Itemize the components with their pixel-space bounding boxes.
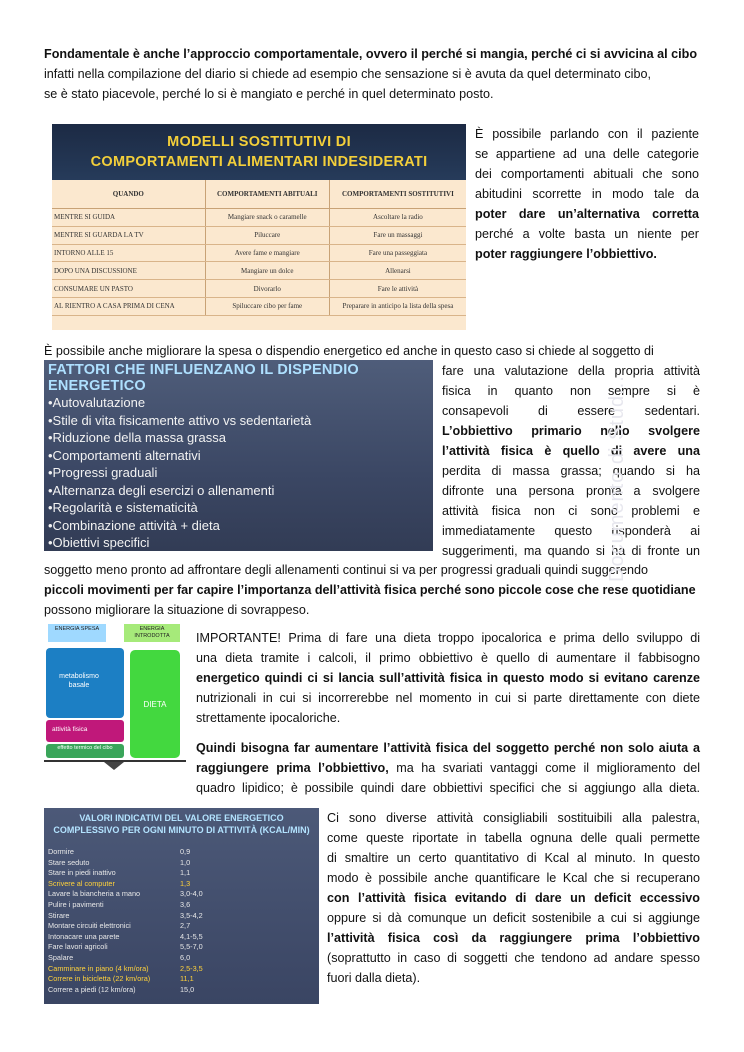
kcal-row — [48, 890, 248, 899]
kcal-row — [48, 986, 248, 995]
dieta-block — [130, 650, 180, 758]
kcal-activity: Scrivere al computer — [48, 878, 115, 888]
kcal-value: 1,3 — [180, 878, 191, 888]
kcal-activity: Correre a piedi (12 km/ora) — [48, 984, 136, 994]
substitution-table — [52, 180, 466, 316]
table-cell: Fare un massaggi — [329, 226, 466, 244]
text-line: di smaltire un certo quantitativo di Kcal al minuto. In questo — [327, 851, 700, 865]
kcal-activity: Montare circuiti elettronici — [48, 921, 131, 931]
text-line: Quindi bisogna far aumentare l’attività fisica del soggetto perché non solo aiuta a — [196, 741, 700, 755]
kcal-row — [48, 965, 248, 974]
energy-balance-diagram — [44, 622, 186, 770]
text-line: fuori dalla dieta). — [327, 971, 421, 985]
table-cell: AL RIENTRO A CASA PRIMA DI CENA — [52, 297, 205, 315]
metabolismo-basale-block — [46, 648, 124, 718]
effetto-termico-label: effetto termico del cibo — [57, 745, 113, 751]
intro-line-3: se è stato piacevole, perché lo si è mangiato e perché in quel determinato posto. — [44, 87, 494, 101]
text-line: se appartiene ad una delle categorie — [475, 147, 699, 161]
kcal-activity: Fare lavori agricoli — [48, 942, 108, 952]
text-line: energetico quindi ci si lancia sull’attività fisica in questo modo si evitano carenze — [196, 671, 700, 685]
kcal-row — [48, 880, 248, 889]
table-cell: Fare una passeggiata — [329, 244, 466, 262]
table-header: QUANDO — [52, 180, 205, 209]
kcal-activity: Camminare in piano (4 km/ora) — [48, 963, 149, 973]
kcal-row — [48, 859, 248, 868]
kcal-activity: Intonacare una parete — [48, 931, 120, 941]
dieta-label: DIETA — [143, 700, 167, 709]
text-line: quadro lipidico; è possibile quindi dare obbiettivi specifici che si aggiungo alla dieta. — [196, 781, 700, 795]
text-line: IMPORTANTE! Prima di fare una dieta troppo ipocalorica e prima dello sviluppo di — [196, 631, 700, 645]
text-line: possono migliorare la situazione di sovrappeso. — [44, 603, 310, 617]
table-cell: Mangiare un dolce — [205, 262, 329, 280]
kcal-row — [48, 922, 248, 931]
text-line: perdita di massa grassa; quando si ha — [442, 464, 700, 478]
text-line: nutrizionali in cui si incorrerebbe nel momento in cui si parte direttamente con diete — [196, 691, 700, 705]
table-header: COMPORTAMENTI ABITUALI — [205, 180, 329, 209]
kcal-activity: Correre in bicicletta (22 km/ora) — [48, 974, 151, 984]
text-line: perché a volte basta un niente per — [475, 227, 699, 241]
table-row — [52, 280, 466, 298]
kcal-slide-title-1: VALORI INDICATIVI DEL VALORE ENERGETICO — [79, 813, 284, 823]
table-cell: Fare le attività — [329, 280, 466, 298]
kcal-activity: Spalare — [48, 953, 74, 962]
kcal-value: 0,9 — [180, 847, 191, 856]
table-row — [52, 209, 466, 227]
kcal-activity: Stirare — [48, 910, 70, 920]
kcal-value: 3,6 — [180, 900, 191, 909]
table-cell: Spiluccare cibo per fame — [205, 297, 329, 315]
text-line: È possibile parlando con il paziente — [475, 127, 699, 141]
kcal-value: 11,1 — [180, 974, 194, 984]
list-item: •Comportamenti alternativi — [48, 447, 201, 463]
intro-line-1: Fondamentale è anche l’approccio comportamentale, ovvero il perché si mangia, perché ci si avvicina al cibo — [44, 47, 698, 61]
text-line — [196, 758, 700, 778]
intro-paragraph — [44, 44, 704, 104]
list-item: •Stile di vita fisicamente attivo vs sedentarietà — [48, 412, 312, 428]
gradual-progress-paragraph — [44, 560, 704, 620]
table-slide-title-1: MODELLI SOSTITUTIVI DI — [167, 134, 351, 150]
text-line: modo è possibile anche quantificare le Kcal che si recuperano — [327, 871, 700, 885]
text-line: dei comportamenti abituali che sono — [475, 167, 699, 181]
list-item: •Riduzione della massa grassa — [48, 430, 226, 445]
table-cell: MENTRE SI GUARDA LA TV — [52, 226, 205, 244]
kcal-row — [48, 933, 248, 942]
table-row — [52, 297, 466, 315]
text-line: difronte una persona pronta a svolgere — [442, 484, 700, 498]
kcal-value: 1,0 — [180, 857, 191, 867]
kcal-slide-title-2: COMPLESSIVO PER OGNI MINUTO DI ATTIVITÀ (KCAL/MIN) — [53, 825, 310, 835]
kcal-value: 4,1-5,5 — [180, 931, 203, 941]
table-row — [52, 244, 466, 262]
text-line: abitudini scorrette in modo tale da — [475, 187, 699, 201]
kcal-activity: Pulire i pavimenti — [48, 900, 104, 909]
text-line: poter dare un’alternativa corretta — [475, 207, 699, 221]
table-cell: Preparare in anticipo la lista della spesa — [329, 297, 466, 315]
table-header: COMPORTAMENTI SOSTITUTIVI — [329, 180, 466, 209]
text-line: l’attività fisica è quello di avere una — [442, 444, 700, 458]
balance-fulcrum — [104, 762, 124, 770]
table-cell: CONSUMARE UN PASTO — [52, 280, 205, 298]
list-item: •Alternanza degli esercizi o allenamenti — [48, 482, 275, 498]
table-cell: Divorarlo — [205, 280, 329, 298]
table-cell: INTORNO ALLE 15 — [52, 244, 205, 262]
activity-paragraph — [442, 361, 700, 561]
table-cell: Piluccare — [205, 226, 329, 244]
metabolismo-basale-label: metabolismo basale — [59, 673, 99, 689]
text-line: suggerimenti, ma quando si ha di fronte un — [442, 544, 700, 558]
kcal-activity: Stare in piedi inattivo — [48, 868, 116, 878]
kcal-value: 15,0 — [180, 984, 195, 994]
kcal-value: 3,5-4,2 — [180, 910, 203, 920]
substitution-behaviors-table-image — [52, 124, 466, 330]
table-cell: Ascoltare la radio — [329, 209, 466, 227]
table-cell: MENTRE SI GUIDA — [52, 209, 205, 227]
text-line: con l’attività fisica evitando di dare un deficit eccessivo — [327, 891, 700, 905]
text-line: consapevoli di essere sedentari. — [442, 404, 700, 418]
kcal-value: 5,5-7,0 — [180, 942, 203, 952]
text-line: poter raggiungere l’obbiettivo. — [475, 247, 657, 261]
energia-spesa-label: ENERGIA SPESA — [48, 624, 106, 642]
kcal-value: 2,5-3,5 — [180, 963, 203, 973]
text-fragment: ma ha svariati vantaggi come il miglioramento del — [388, 761, 700, 775]
kcal-activity: Stare seduto — [48, 857, 90, 867]
energy-factors-slide-image — [44, 360, 433, 551]
table-slide-title-2: COMPORTAMENTI ALIMENTARI INDESIDERATI — [90, 154, 428, 170]
kcal-row — [48, 901, 248, 910]
list-item: •Combinazione attività + dieta — [48, 517, 220, 533]
list-item: •Regolarità e sistematicità — [48, 500, 198, 515]
attivita-fisica-label: attività fisica — [52, 726, 88, 733]
table-slide-header — [52, 124, 466, 180]
text-line: fare una valutazione della propria attività — [442, 364, 700, 378]
table-cell: Avere fame e mangiare — [205, 244, 329, 262]
table-row — [52, 226, 466, 244]
energy-expenditure-line — [44, 341, 704, 361]
list-item: •Progressi graduali — [48, 465, 158, 480]
kcal-row — [48, 943, 248, 952]
kcal-value: 6,0 — [180, 953, 191, 962]
kcal-row — [48, 869, 248, 878]
text-line: soggetto meno pronto ad affrontare degli allenamenti continui si va per progressi graduali quindi suggerendo — [44, 563, 648, 577]
kcal-values-slide-image — [44, 808, 319, 1004]
text-line: (soprattutto in caso di soggetti che tendono ad andare spesso — [327, 951, 700, 965]
increase-activity-paragraph — [196, 738, 700, 798]
intro-line-2: infatti nella compilazione del diario si chiede ad esempio che sensazione si è avuta da quel determinato cibo, — [44, 67, 651, 81]
activities-paragraph — [327, 808, 700, 988]
energia-introdotta-label: ENERGIA INTRODOTTA — [124, 624, 180, 642]
important-paragraph — [196, 628, 700, 728]
text-line: fisica in quanto non sempre si è — [442, 384, 700, 398]
factors-slide-title: FATTORI CHE INFLUENZANO IL DISPENDIO ENERGETICO — [48, 362, 359, 394]
watermark: Documento di Stud... — [606, 375, 628, 582]
kcal-row — [48, 975, 248, 984]
list-item: •Autovalutazione — [48, 395, 146, 410]
kcal-value: 1,1 — [180, 868, 191, 878]
table-cell: Mangiare snack o caramelle — [205, 209, 329, 227]
list-item: •Obiettivi specifici — [48, 535, 150, 550]
text-line: L’obbiettivo primario nello svolgere — [442, 424, 700, 438]
kcal-row — [48, 912, 248, 921]
kcal-row — [48, 954, 248, 963]
text-line: strettamente ipocaloriche. — [196, 711, 341, 725]
text-line: come queste riportate in tabella ognuna delle quali permette — [327, 831, 700, 845]
table-cell: Allenarsi — [329, 262, 466, 280]
text-line: immediatamente questo risponderà ai — [442, 524, 700, 538]
kcal-value: 3,0-4,0 — [180, 889, 203, 899]
kcal-value: 2,7 — [180, 921, 191, 931]
patient-paragraph — [475, 124, 699, 264]
attivita-fisica-block — [46, 720, 124, 742]
kcal-activity: Lavare la biancheria a mano — [48, 889, 141, 899]
kcal-activity: Dormire — [48, 847, 74, 856]
effetto-termico-block — [46, 744, 124, 758]
text-line: oppure si dà comunque un deficit sostenibile a cui si aggiunge — [327, 911, 700, 925]
text-line: piccoli movimenti per far capire l’importanza dell’attività fisica perché sono piccole cose che rese quotidiane — [44, 583, 696, 597]
text-line: attività fisica non ci sono problemi e — [442, 504, 700, 518]
table-cell: DOPO UNA DISCUSSIONE — [52, 262, 205, 280]
text-line: l’attività fisica così da raggiungere prima l’obbiettivo — [327, 931, 700, 945]
text-line: una dieta tramite i calcoli, il primo obbiettivo è quello di aumentare il fabbisogno — [196, 651, 700, 665]
factors-list — [48, 394, 311, 551]
kcal-row — [48, 848, 248, 857]
text-line: È possibile anche migliorare la spesa o dispendio energetico ed anche in questo caso si chiede al soggetto di — [44, 344, 654, 358]
bold-fragment: raggiungere prima l’obbiettivo, — [196, 761, 389, 775]
text-line: Ci sono diverse attività consigliabili sostituibili alla palestra, — [327, 811, 700, 825]
table-row — [52, 262, 466, 280]
